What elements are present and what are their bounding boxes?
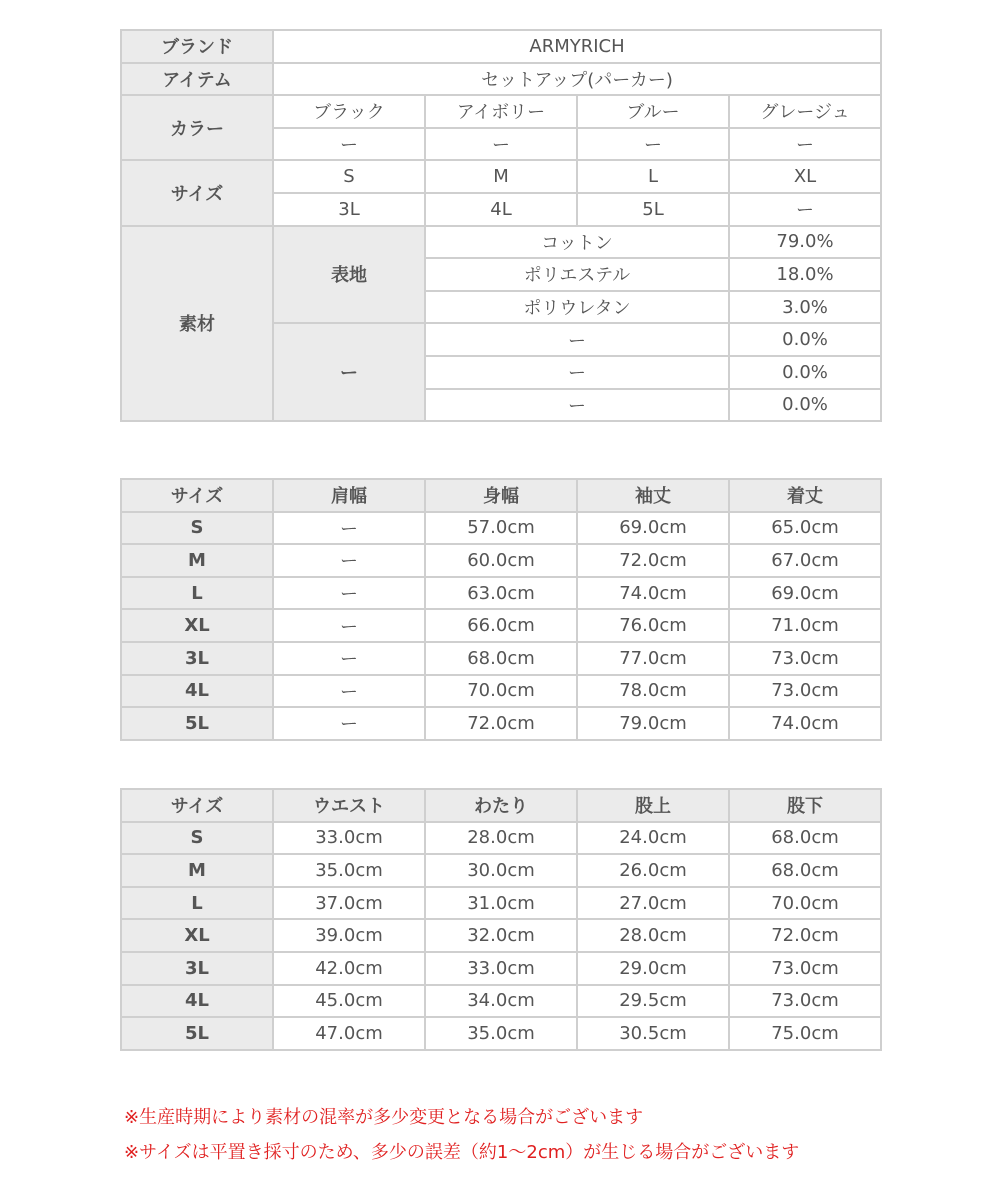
table-cell: 72.0cm: [729, 919, 881, 952]
row-size: XL: [121, 919, 273, 952]
table-cell: 69.0cm: [729, 577, 881, 610]
table-row: [121, 544, 881, 577]
table-cell: ー: [273, 577, 425, 610]
table-cell: 30.5cm: [577, 1017, 729, 1050]
table-cell: 67.0cm: [729, 544, 881, 577]
table-cell: 73.0cm: [729, 985, 881, 1018]
size-cell: ー: [729, 193, 881, 226]
material-name: ー: [425, 356, 729, 389]
material-percent: 18.0%: [729, 258, 881, 291]
row-size: 5L: [121, 1017, 273, 1050]
color-label: カラー: [121, 95, 273, 160]
table-cell: 37.0cm: [273, 887, 425, 920]
color-cell: ブラック: [273, 95, 425, 128]
color-cell: グレージュ: [729, 95, 881, 128]
table-cell: 28.0cm: [577, 919, 729, 952]
color-cell: ー: [425, 128, 577, 161]
table-cell: 32.0cm: [425, 919, 577, 952]
brand-row: [121, 30, 881, 63]
table-cell: 78.0cm: [577, 675, 729, 708]
second-fabric-label: ー: [273, 323, 425, 421]
table-cell: 68.0cm: [425, 642, 577, 675]
table-row: [121, 642, 881, 675]
table-row: [121, 512, 881, 545]
row-size: L: [121, 577, 273, 610]
row-size: 4L: [121, 675, 273, 708]
color-cell: ブルー: [577, 95, 729, 128]
column-header: わたり: [425, 789, 577, 822]
row-size: 4L: [121, 985, 273, 1018]
table-cell: 60.0cm: [425, 544, 577, 577]
row-size: S: [121, 512, 273, 545]
table-cell: ー: [273, 512, 425, 545]
table-cell: 42.0cm: [273, 952, 425, 985]
table-cell: 47.0cm: [273, 1017, 425, 1050]
table-header-row: [121, 479, 881, 512]
column-header: 股下: [729, 789, 881, 822]
material-percent: 0.0%: [729, 389, 881, 422]
table-cell: 76.0cm: [577, 609, 729, 642]
table-row: [121, 887, 881, 920]
table-row: [121, 707, 881, 740]
item-label: アイテム: [121, 63, 273, 96]
column-header: サイズ: [121, 479, 273, 512]
table-cell: 45.0cm: [273, 985, 425, 1018]
table-cell: ー: [273, 675, 425, 708]
row-size: XL: [121, 609, 273, 642]
table-cell: 24.0cm: [577, 822, 729, 855]
size-label: サイズ: [121, 160, 273, 225]
table-cell: 35.0cm: [425, 1017, 577, 1050]
table-row: [121, 577, 881, 610]
note-material-blend: ※生産時期により素材の混率が多少変更となる場合がございます: [124, 1107, 644, 1128]
note-measurement-error: ※サイズは平置き採寸のため、多少の誤差（約1～2cm）が生じる場合がございます: [124, 1142, 800, 1163]
table-cell: 70.0cm: [729, 887, 881, 920]
table-cell: 73.0cm: [729, 952, 881, 985]
size-cell: S: [273, 160, 425, 193]
column-header: 袖丈: [577, 479, 729, 512]
bottoms-size-table: [120, 788, 882, 1051]
color-cell: アイボリー: [425, 95, 577, 128]
table-cell: 39.0cm: [273, 919, 425, 952]
table-cell: ー: [273, 642, 425, 675]
item-row: [121, 63, 881, 96]
color-row: [121, 95, 881, 128]
size-cell: M: [425, 160, 577, 193]
table-cell: ー: [273, 544, 425, 577]
table-row: [121, 854, 881, 887]
table-cell: 69.0cm: [577, 512, 729, 545]
row-size: L: [121, 887, 273, 920]
material-name: ポリエステル: [425, 258, 729, 291]
row-size: 5L: [121, 707, 273, 740]
tops-size-table: [120, 478, 882, 741]
color-cell: ー: [273, 128, 425, 161]
table-cell: 66.0cm: [425, 609, 577, 642]
table-cell: 71.0cm: [729, 609, 881, 642]
table-cell: 63.0cm: [425, 577, 577, 610]
table-cell: 75.0cm: [729, 1017, 881, 1050]
table-cell: 68.0cm: [729, 854, 881, 887]
brand-label: ブランド: [121, 30, 273, 63]
table-cell: 31.0cm: [425, 887, 577, 920]
size-cell: L: [577, 160, 729, 193]
size-row: [121, 160, 881, 193]
table-cell: 65.0cm: [729, 512, 881, 545]
table-cell: 27.0cm: [577, 887, 729, 920]
table-cell: 72.0cm: [425, 707, 577, 740]
table-cell: 79.0cm: [577, 707, 729, 740]
size-cell: XL: [729, 160, 881, 193]
table-cell: 74.0cm: [729, 707, 881, 740]
brand-value: ARMYRICH: [273, 30, 881, 63]
table-cell: 33.0cm: [273, 822, 425, 855]
outer-fabric-label: 表地: [273, 226, 425, 324]
table-cell: 72.0cm: [577, 544, 729, 577]
table-cell: 57.0cm: [425, 512, 577, 545]
table-cell: 68.0cm: [729, 822, 881, 855]
column-header: ウエスト: [273, 789, 425, 822]
material-name: ー: [425, 323, 729, 356]
material-label: 素材: [121, 226, 273, 422]
item-value: セットアップ(パーカー): [273, 63, 881, 96]
table-cell: 73.0cm: [729, 642, 881, 675]
table-cell: ー: [273, 707, 425, 740]
table-row: [121, 675, 881, 708]
table-cell: 34.0cm: [425, 985, 577, 1018]
size-cell: 3L: [273, 193, 425, 226]
row-size: 3L: [121, 952, 273, 985]
material-name: ー: [425, 389, 729, 422]
material-name: ポリウレタン: [425, 291, 729, 324]
column-header: 肩幅: [273, 479, 425, 512]
column-header: 股上: [577, 789, 729, 822]
column-header: サイズ: [121, 789, 273, 822]
table-row: [121, 952, 881, 985]
table-cell: 35.0cm: [273, 854, 425, 887]
material-name: コットン: [425, 226, 729, 259]
table-cell: 30.0cm: [425, 854, 577, 887]
table-row: [121, 1017, 881, 1050]
color-cell: ー: [729, 128, 881, 161]
table-header-row: [121, 789, 881, 822]
row-size: M: [121, 544, 273, 577]
table-row: [121, 919, 881, 952]
table-cell: 26.0cm: [577, 854, 729, 887]
table-cell: 70.0cm: [425, 675, 577, 708]
material-percent: 3.0%: [729, 291, 881, 324]
table-cell: 73.0cm: [729, 675, 881, 708]
column-header: 身幅: [425, 479, 577, 512]
size-cell: 5L: [577, 193, 729, 226]
material-percent: 79.0%: [729, 226, 881, 259]
table-row: [121, 822, 881, 855]
table-cell: ー: [273, 609, 425, 642]
row-size: 3L: [121, 642, 273, 675]
material-percent: 0.0%: [729, 356, 881, 389]
color-cell: ー: [577, 128, 729, 161]
product-spec-table: [120, 29, 882, 422]
table-row: [121, 985, 881, 1018]
material-percent: 0.0%: [729, 323, 881, 356]
table-row: [121, 609, 881, 642]
column-header: 着丈: [729, 479, 881, 512]
table-cell: 29.0cm: [577, 952, 729, 985]
table-cell: 28.0cm: [425, 822, 577, 855]
table-cell: 29.5cm: [577, 985, 729, 1018]
material-row: [121, 226, 881, 259]
table-cell: 74.0cm: [577, 577, 729, 610]
table-cell: 33.0cm: [425, 952, 577, 985]
size-cell: 4L: [425, 193, 577, 226]
row-size: M: [121, 854, 273, 887]
row-size: S: [121, 822, 273, 855]
table-cell: 77.0cm: [577, 642, 729, 675]
